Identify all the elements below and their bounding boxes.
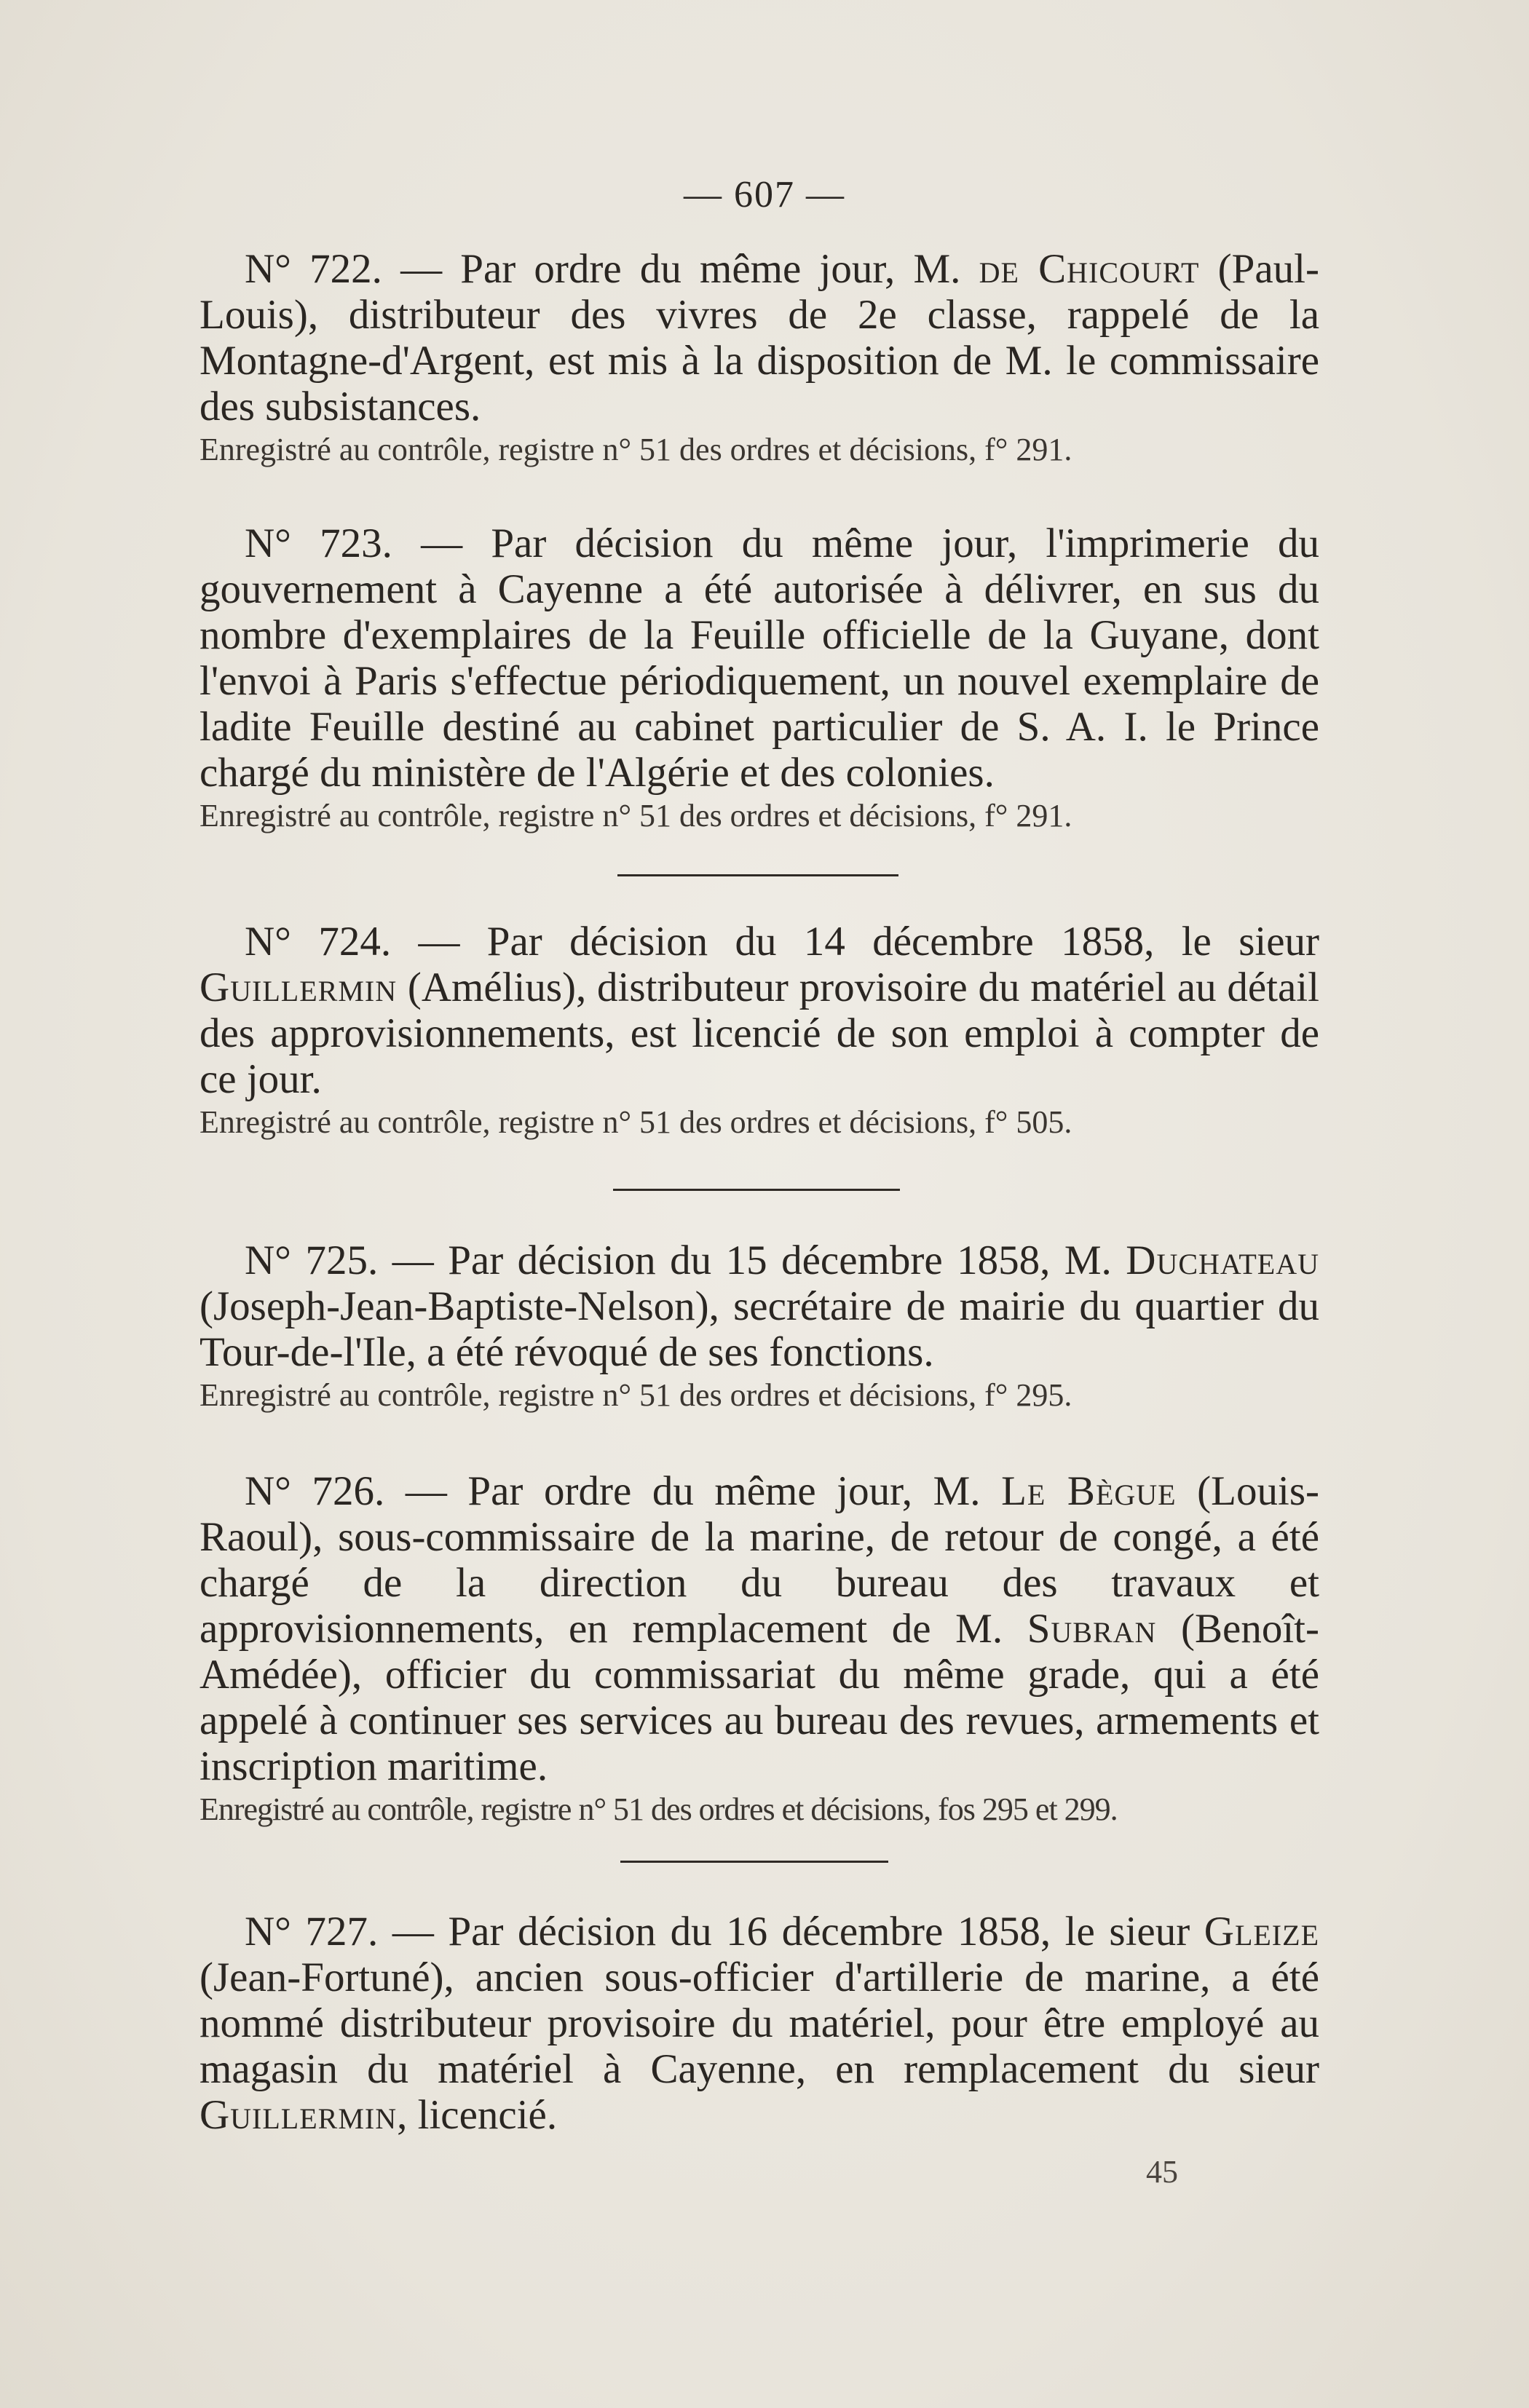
entry-722-text-end: (Paul-Louis), distributeur des vivres de 2e classe, rappelé de la Montagne-d'Argent, est mis à la disposition de M. le commissaire des subsistances. bbox=[199, 246, 1319, 429]
separator-rule bbox=[617, 874, 898, 876]
entry-723 bbox=[199, 520, 1319, 836]
entry-727-name: Gleize bbox=[1204, 1909, 1319, 1954]
entry-727-text-start: N° 727. — Par décision du 16 décembre 1858, le sieur bbox=[245, 1909, 1204, 1954]
page-number: — 607 — bbox=[684, 174, 845, 215]
entry-723-body: N° 723. — Par décision du même jour, l'imprimerie du gouvernement à Cayenne a été autorisée à délivrer, en sus du nombre d'exemplaires de la Feuille officielle de la Guyane, dont l'envoi à Paris s'effectue périodiquement, un nouvel exemplaire de ladite Feuille destiné au cabinet particulier de S. A. I. le Prince chargé du ministère de l'Algérie et des colonies. bbox=[199, 520, 1319, 796]
entry-726-text-start: N° 726. — Par ordre du même jour, M. bbox=[245, 1468, 1002, 1514]
entry-725 bbox=[199, 1237, 1319, 1416]
entry-727-text-mid: (Jean-Fortuné), ancien sous-officier d'artillerie de marine, a été nommé distributeur provisoire du matériel, pour être employé au magasin du matériel à Cayenne, en remplacement du sieur bbox=[199, 1954, 1319, 2092]
entry-727 bbox=[199, 1909, 1319, 2138]
entry-723-registration: Enregistré au contrôle, registre n° 51 des ordres et décisions, f° 291. bbox=[199, 798, 1072, 833]
entry-725-text-end: (Joseph-Jean-Baptiste-Nelson), secrétaire de mairie du quartier du Tour-de-l'Ile, a été révoqué de ses fonctions. bbox=[199, 1283, 1319, 1375]
entry-726-text-end: (Benoît-Amédée), officier du commissariat du même grade, qui a été appelé à continuer ses services au bureau des revues, armements et inscription maritime. bbox=[199, 1606, 1319, 1789]
entry-724 bbox=[199, 919, 1319, 1143]
entry-722 bbox=[199, 246, 1319, 470]
entry-726-name2: Subran bbox=[1027, 1606, 1157, 1652]
entry-724-registration: Enregistré au contrôle, registre n° 51 des ordres et décisions, f° 505. bbox=[199, 1104, 1072, 1140]
entry-725-name: Duchateau bbox=[1126, 1237, 1319, 1283]
entry-725-registration: Enregistré au contrôle, registre n° 51 des ordres et décisions, f° 295. bbox=[199, 1377, 1072, 1413]
entry-726-name: Le Bègue bbox=[1001, 1468, 1177, 1514]
entry-725-body bbox=[199, 1237, 1319, 1375]
entry-726 bbox=[199, 1468, 1319, 1830]
entry-722-registration: Enregistré au contrôle, registre n° 51 des ordres et décisions, f° 291. bbox=[199, 432, 1072, 467]
signature-mark: 45 bbox=[1146, 2154, 1178, 2190]
entry-727-name2: Guillermin bbox=[199, 2092, 398, 2138]
entry-726-registration: Enregistré au contrôle, registre n° 51 des ordres et décisions, fos 295 et 299. bbox=[199, 1791, 1118, 1827]
entry-727-text-end: , licencié. bbox=[397, 2092, 558, 2138]
entry-724-text-end: (Amélius), distributeur provisoire du matériel au détail des approvisionnements, est licencié de son emploi à compter de ce jour. bbox=[199, 965, 1319, 1102]
entry-727-body bbox=[199, 1909, 1319, 2138]
separator-rule bbox=[613, 1189, 900, 1191]
entry-725-text-start: N° 725. — Par décision du 15 décembre 1858, M. bbox=[245, 1237, 1126, 1283]
entry-722-body bbox=[199, 246, 1319, 429]
entry-722-text-start: N° 722. — Par ordre du même jour, M. bbox=[245, 246, 979, 292]
entry-726-body bbox=[199, 1468, 1319, 1789]
separator-rule bbox=[620, 1861, 888, 1863]
entry-726-text-mid: (Louis-Raoul), sous-commissaire de la marine, de retour de congé, a été chargé de la direction du bureau des travaux et approvisionnements, en remplacement de M. bbox=[199, 1468, 1319, 1652]
entry-724-name: Guillermin bbox=[199, 965, 398, 1010]
entry-724-body bbox=[199, 919, 1319, 1102]
entry-722-name: de Chicourt bbox=[979, 246, 1200, 292]
entry-724-text-start: N° 724. — Par décision du 14 décembre 1858, le sieur bbox=[245, 919, 1319, 965]
